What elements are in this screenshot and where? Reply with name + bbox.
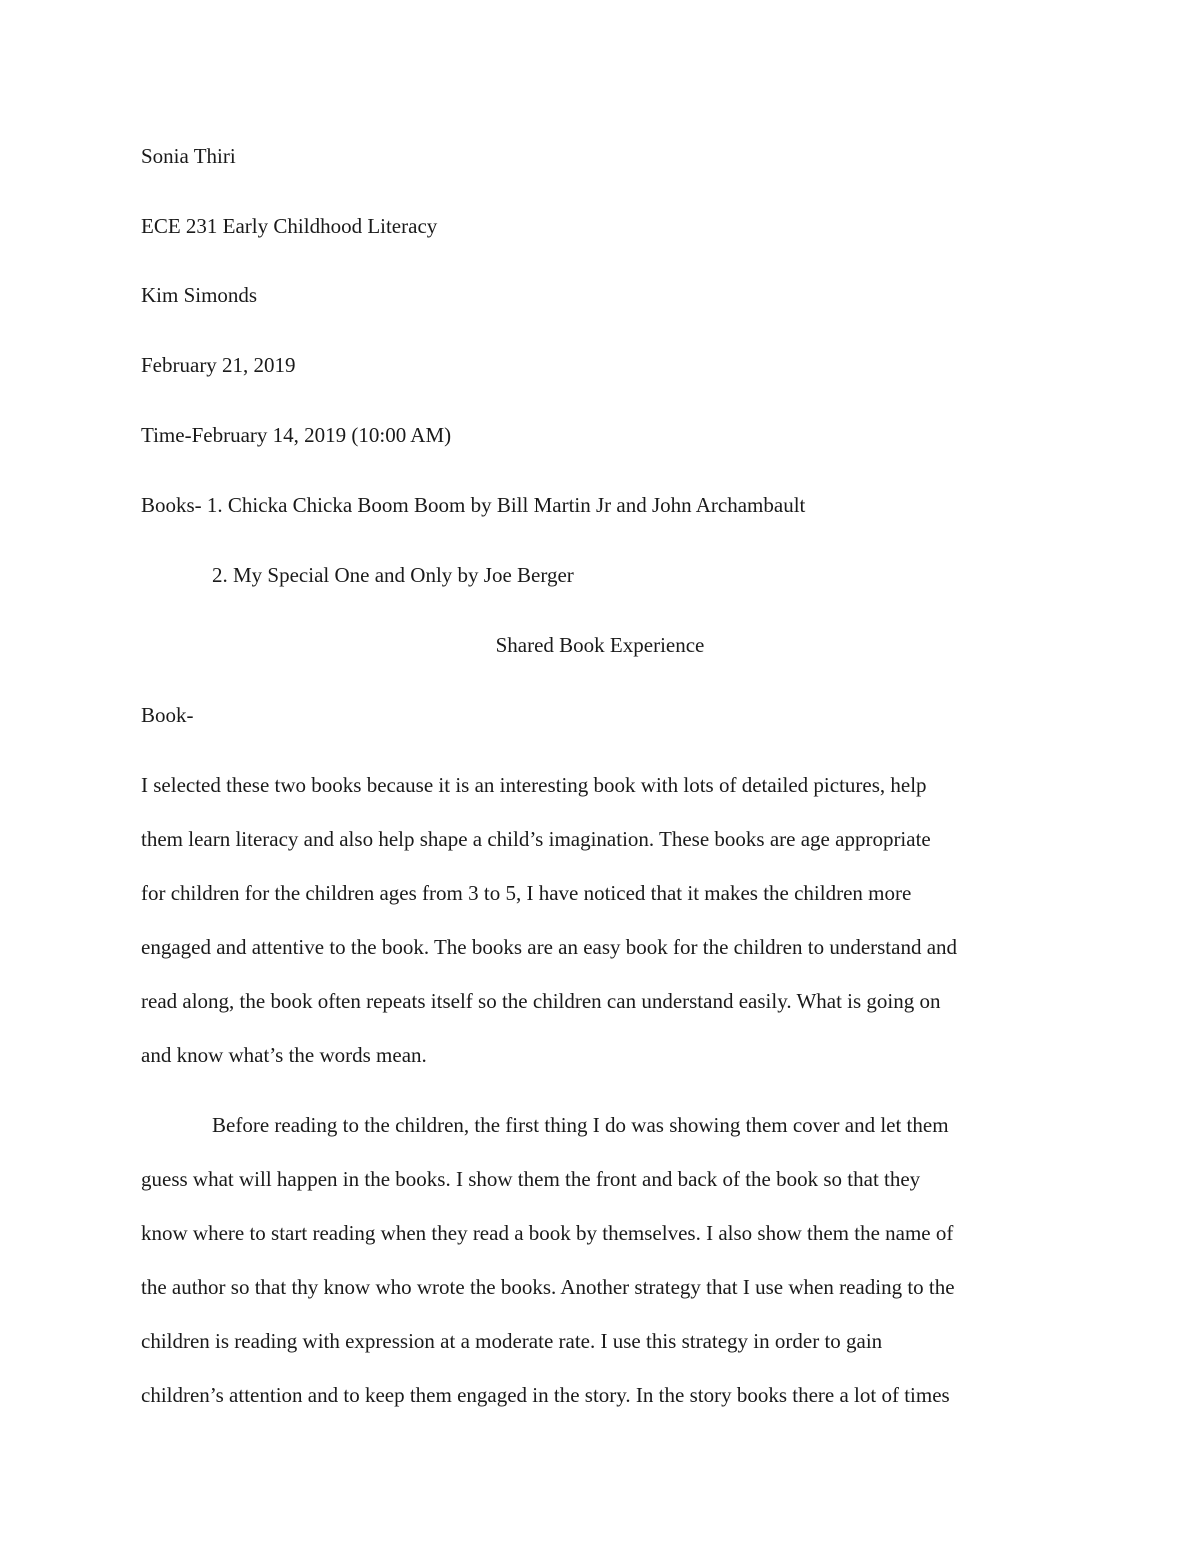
author-name: Sonia Thiri xyxy=(141,144,236,168)
paragraph-1-line: I selected these two books because it is an interesting book with lots of detailed pictures, help xyxy=(141,773,927,797)
paragraph-2-line: Before reading to the children, the first thing I do was showing them cover and let them xyxy=(212,1113,949,1137)
activity-time: Time-February 14, 2019 (10:00 AM) xyxy=(141,423,452,447)
submission-date: February 21, 2019 xyxy=(141,353,296,377)
paragraph-2-line: children’s attention and to keep them engaged in the story. In the story books there a lot of times xyxy=(141,1383,950,1407)
paragraph-1-line: engaged and attentive to the book. The books are an easy book for the children to understand and xyxy=(141,935,958,959)
paragraph-2-line: children is reading with expression at a moderate rate. I use this strategy in order to gain xyxy=(141,1329,883,1353)
paragraph-2-line: guess what will happen in the books. I show them the front and back of the book so that they xyxy=(141,1167,921,1191)
section-label: Book- xyxy=(141,703,194,727)
paragraph-2-line: know where to start reading when they read a book by themselves. I also show them the name of xyxy=(141,1221,954,1245)
paragraph-1-line: for children for the children ages from 3 to 5, I have noticed that it makes the children more xyxy=(141,881,912,905)
books-line-1: Books- 1. Chicka Chicka Boom Boom by Bill Martin Jr and John Archambault xyxy=(141,493,806,517)
paragraph-1-line: and know what’s the words mean. xyxy=(141,1043,427,1067)
instructor-name: Kim Simonds xyxy=(141,283,258,307)
books-line-2: 2. My Special One and Only by Joe Berger xyxy=(212,563,574,587)
document-title: Shared Book Experience xyxy=(495,633,705,657)
paragraph-1-line: them learn literacy and also help shape a child’s imagination. These books are age appropriate xyxy=(141,827,931,851)
paragraph-2-line: the author so that thy know who wrote the books. Another strategy that I use when reading to the xyxy=(141,1275,955,1299)
course-name: ECE 231 Early Childhood Literacy xyxy=(141,214,438,238)
paragraph-1-line: read along, the book often repeats itself so the children can understand easily. What is going on xyxy=(141,989,941,1013)
